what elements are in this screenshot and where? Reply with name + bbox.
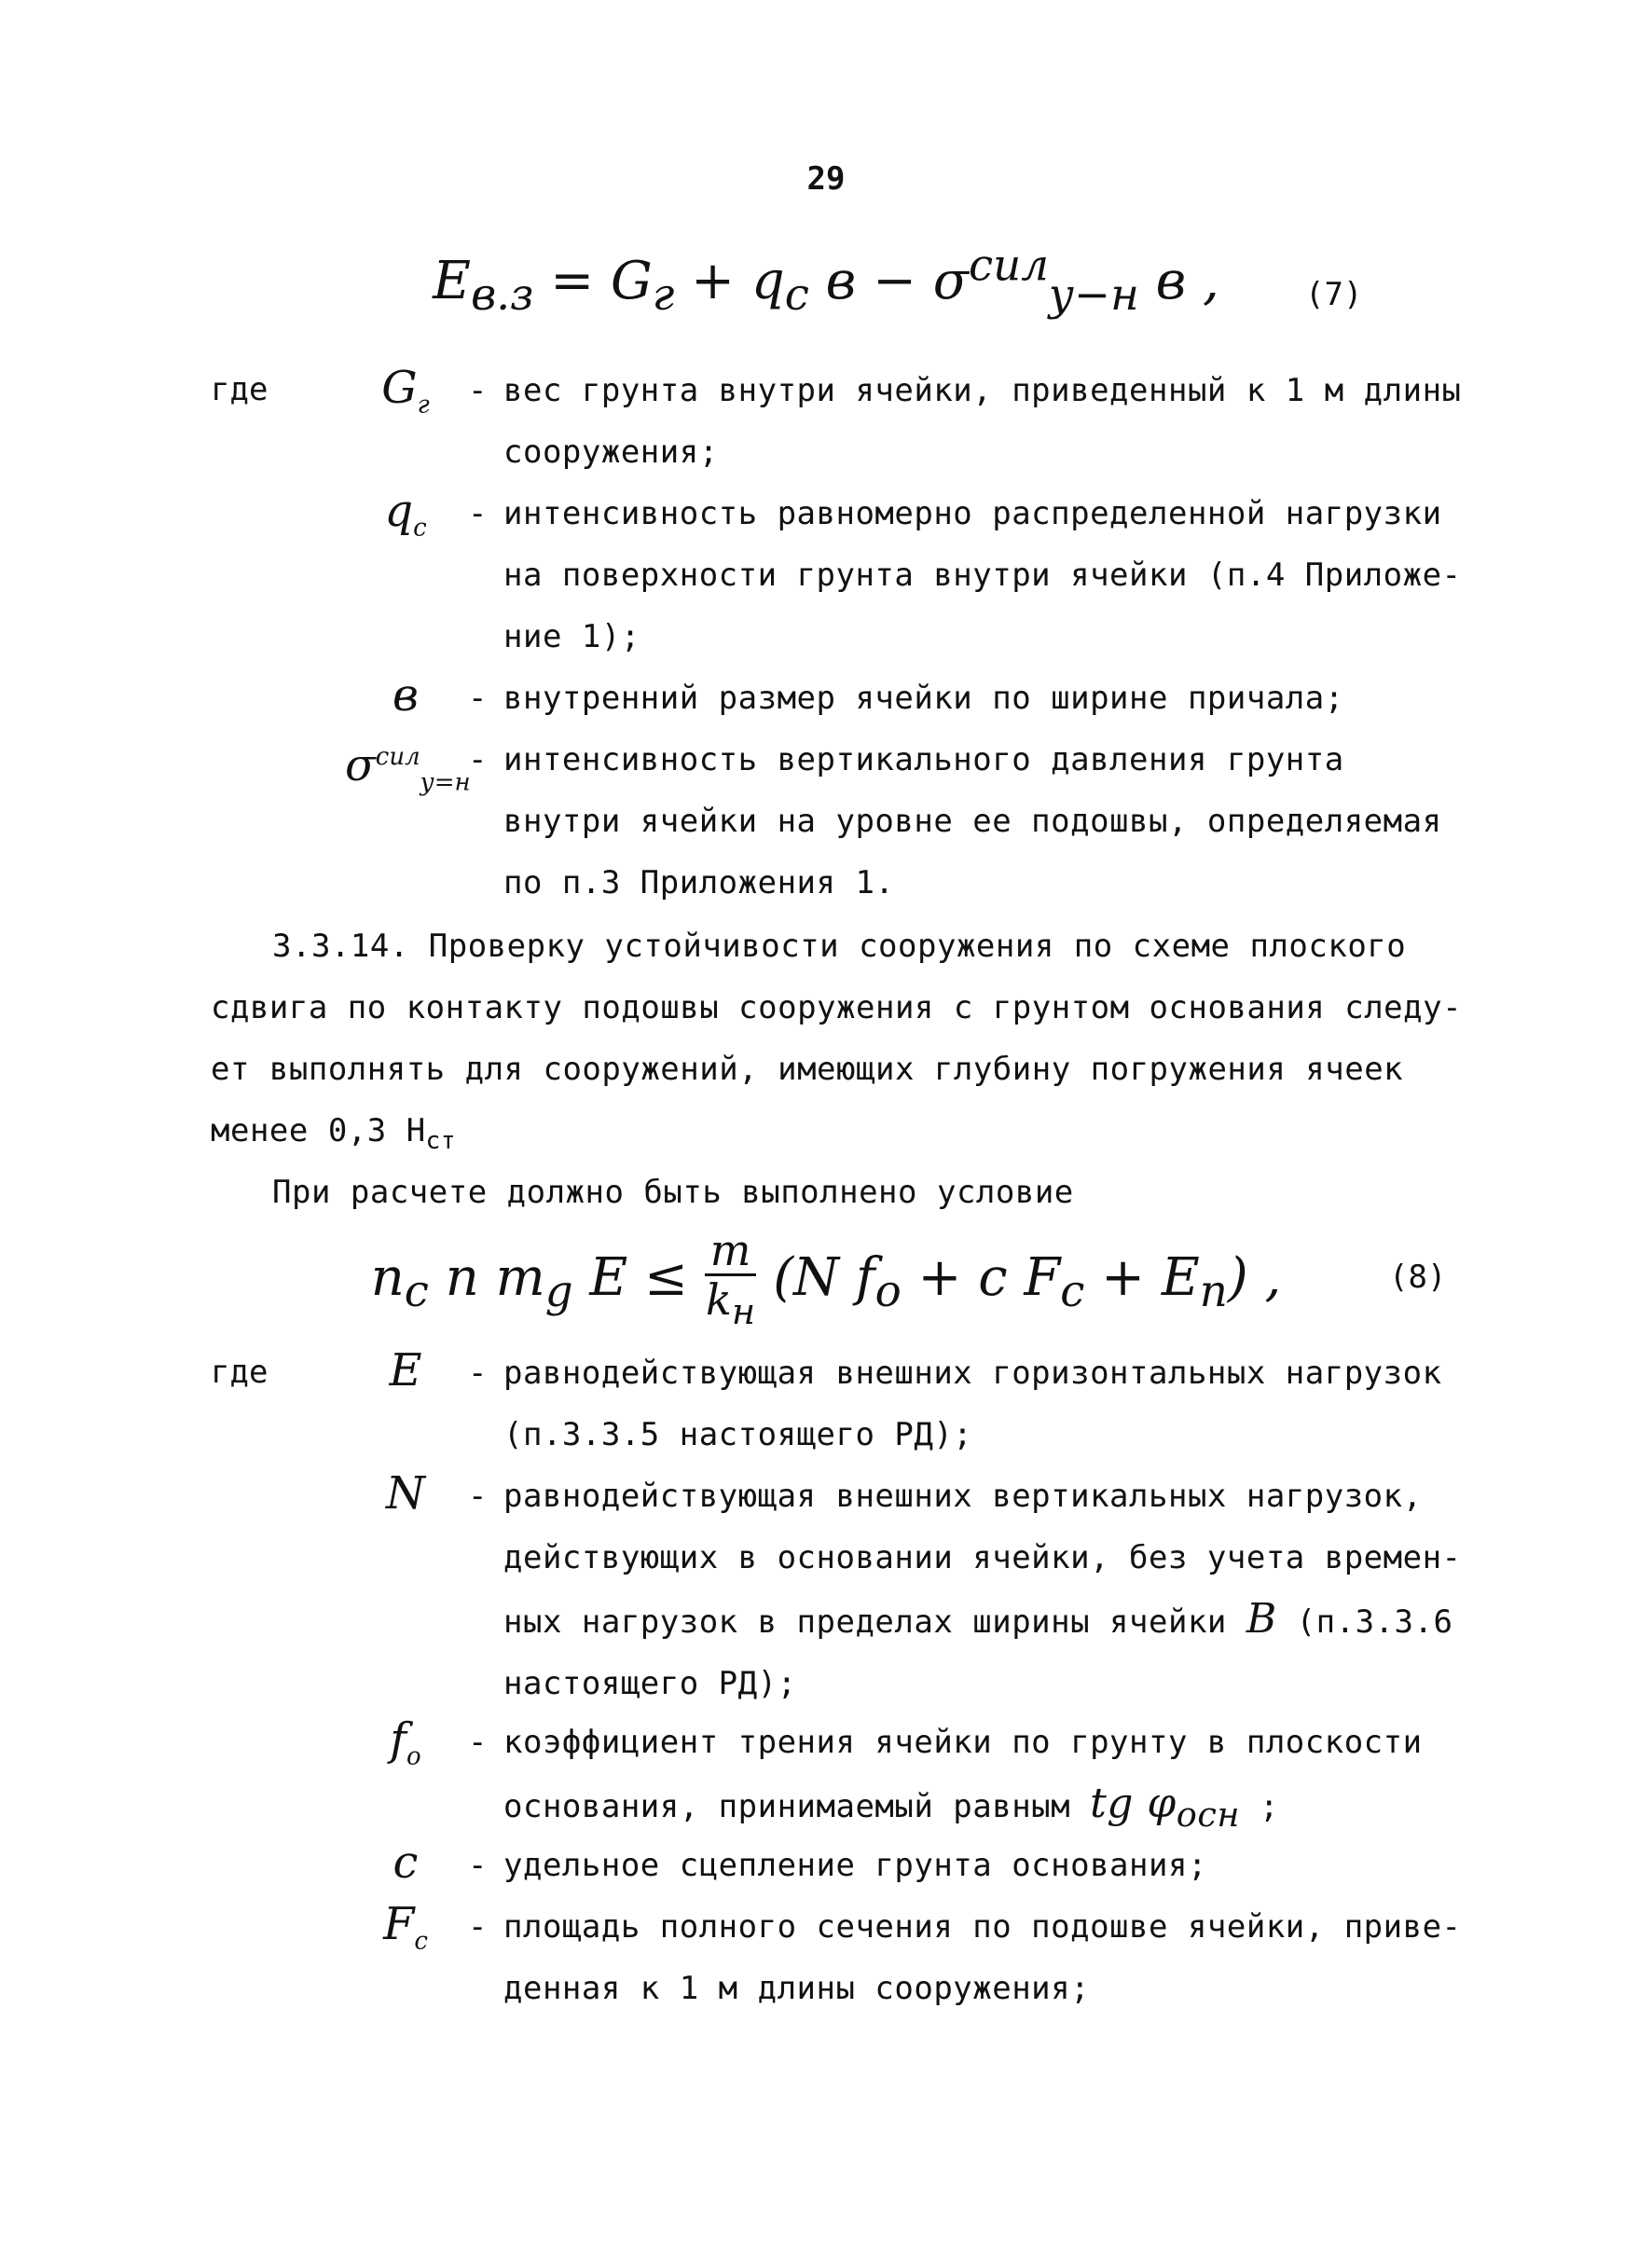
definition-text: площадь полного сечения по подошве ячейки, приве-денная к 1 м длины сооружения;	[503, 1908, 1462, 2007]
definition-dash: -	[468, 741, 488, 778]
definition-text: интенсивность равномерно распределенной нагрузки на поверхности грунта внутри ячейки (п.4 Приложе-ние 1);	[503, 495, 1462, 655]
formula-7	[0, 241, 1652, 321]
definition-symbol: $q_c$	[384, 485, 427, 543]
definition-text: коэффициент трения ячейки по грунту в плоскости основания, принимаемый равным tg $\varphi_{осн}$ ;	[503, 1724, 1423, 1835]
paragraph-3-3-14-subscript: ст	[425, 1126, 456, 1155]
definition-symbol: $f_o$	[390, 1713, 421, 1771]
definition-text: равнодействующая внешних горизонтальных нагрузок (п.3.3.5 настоящего РД);	[503, 1355, 1442, 1453]
definition-symbol: $G_г$	[381, 362, 430, 420]
definition-dash: -	[468, 1847, 488, 1884]
definition-symbol: $F_c$	[383, 1898, 428, 1956]
definition-text: интенсивность вертикального давления грунта внутри ячейки на уровне ее подошвы, определяемая по п.3 Приложения 1.	[503, 741, 1442, 901]
definition-symbol: E	[389, 1344, 422, 1396]
definition-dash: -	[468, 680, 488, 717]
definition-text: вес грунта внутри ячейки, приведенный к 1 м длины сооружения;	[503, 372, 1462, 471]
definition-symbol: c	[392, 1836, 419, 1889]
paragraph-condition	[211, 1162, 1488, 1223]
definition-text: внутренний размер ячейки по ширине причала;	[503, 680, 1344, 717]
definition-dash: -	[468, 1478, 488, 1515]
formula-7-number: (7)	[1305, 276, 1363, 313]
formula-7-body: $E_{в.з} = G_г + q_c$ $в - \sigma^{сил}_{у-н}$ в ,	[433, 241, 1219, 321]
definition-symbol: N	[386, 1467, 425, 1520]
definition-dash: -	[468, 1355, 488, 1392]
formula-8-body: $n_c$ n $m_g$ E ≤ m $k_н$ (N $f_o + c$ $F_c + E_п$) ,	[370, 1225, 1282, 1334]
definition-dash: -	[468, 1724, 488, 1761]
where-label-1: где	[211, 371, 268, 408]
definition-symbol: $\sigma^{сил}_{у=н}$	[345, 739, 471, 797]
paragraph-3-3-14	[211, 915, 1488, 1172]
paragraph-condition-text: При расчете должно быть выполнено условие	[272, 1174, 1074, 1211]
definition-dash: -	[468, 372, 488, 409]
page-number: 29	[806, 160, 846, 198]
formula-8-number: (8)	[1389, 1259, 1447, 1296]
paragraph-3-3-14-text: 3.3.14. Проверку устойчивости сооружения по схеме плоского сдвига по контакту подошвы сооружения с грунтом основания следу-ет выполнять для сооружений, имеющих глубину погружения ячеек менее 0,3 Н	[211, 928, 1463, 1149]
definition-dash: -	[468, 1908, 488, 1946]
definition-text: равнодействующая внешних вертикальных нагрузок, действующих в основании ячейки, без учета времен-ных нагрузок в пределах ширины ячейки B (п.3.3.6 настоящего РД);	[503, 1478, 1462, 1702]
definition-dash: -	[468, 495, 488, 532]
definition-symbol: в	[392, 669, 419, 722]
definition-text: удельное сцепление грунта основания;	[503, 1847, 1207, 1884]
where-label-2: где	[211, 1354, 268, 1391]
